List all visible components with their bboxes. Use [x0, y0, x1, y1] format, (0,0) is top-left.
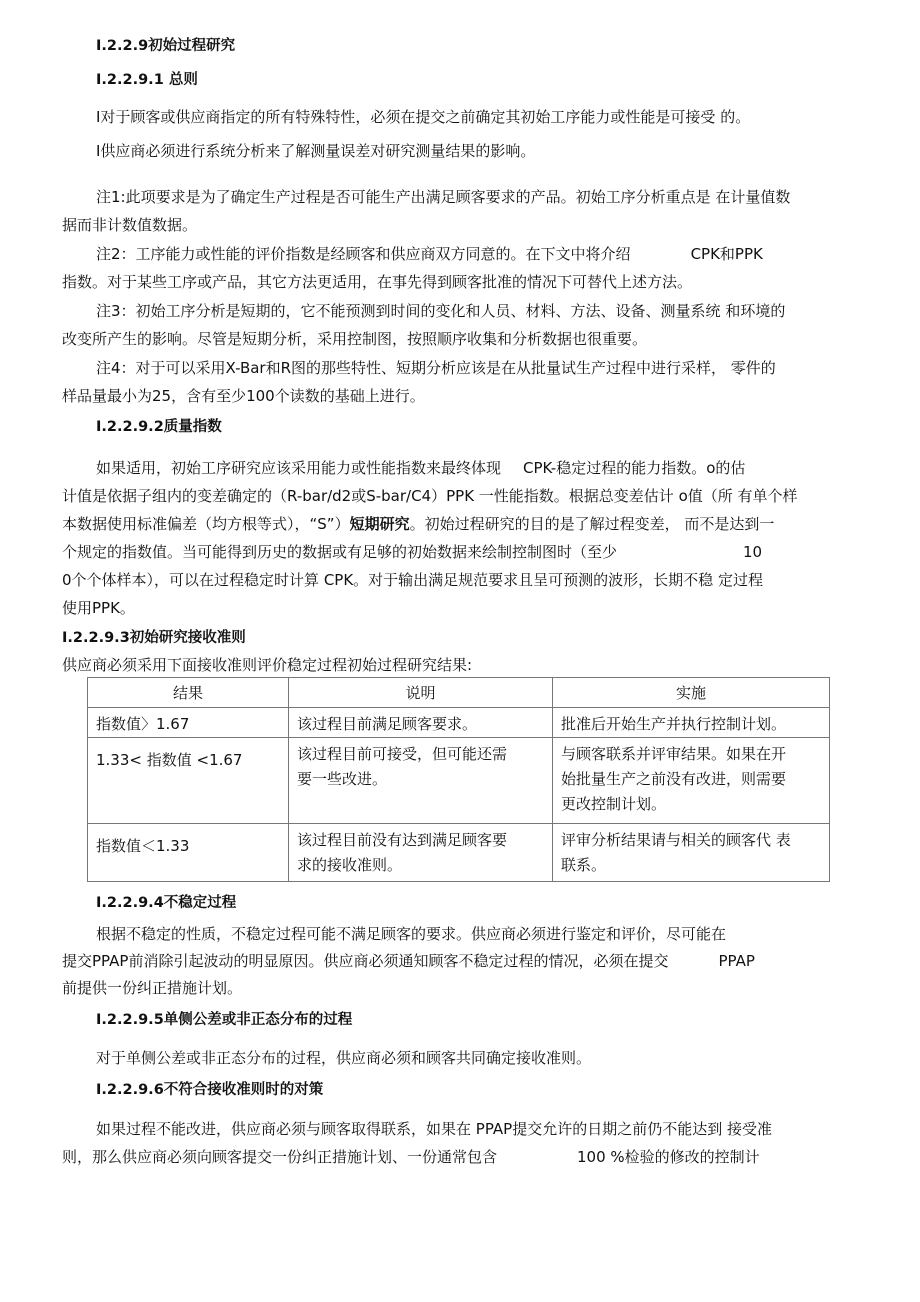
- header-description: 说明: [289, 678, 553, 708]
- description-line: 该过程目前没有达到满足顾客要: [297, 831, 508, 849]
- cell-result: [88, 824, 289, 882]
- quality-index-text-d: 。初始过程研究的目的是了解过程变差， 而不是达到一: [409, 515, 775, 533]
- result-text: 指数值＜1.33: [96, 837, 190, 855]
- nonconformance-text-b: 100 %检验的修改的控制计: [577, 1148, 760, 1166]
- note-4-line-2: 样品量最小为25，含有至少100个读数的基础上进行。: [62, 387, 425, 405]
- unstable-process-line-1: 根据不稳定的性质，不稳定过程可能不满足顾客的要求。供应商必须进行鉴定和评价，尽可能在: [96, 925, 727, 943]
- paragraph-measurement-error: I供应商必须进行系统分析来了解测量误差对研究测量结果的影响。: [96, 142, 536, 160]
- table-header-row: [88, 678, 830, 708]
- quality-index-text-b: CPK-稳定过程的能力指数。o的估: [523, 459, 746, 477]
- nonconformance-line-2: [62, 1147, 760, 1167]
- cell-description: [289, 738, 553, 824]
- result-text: 指数值〉1.67: [96, 715, 190, 733]
- unstable-process-text-a: 提交PPAP前消除引起波动的明显原因。供应商必须通知顾客不稳定过程的情况，必须在提交: [62, 952, 669, 970]
- note-2-indices: CPK和PPK: [690, 245, 763, 263]
- description-line: 要一些改进。: [297, 770, 388, 788]
- table-row: [88, 708, 830, 738]
- action-line: 与顾客联系并评审结果。如果在开: [561, 745, 787, 763]
- cell-result: [88, 708, 289, 738]
- acceptance-criteria-intro: 供应商必须采用下面接收准则评价稳定过程初始过程研究结果:: [62, 656, 473, 674]
- description-line: 该过程目前可接受，但可能还需: [297, 745, 508, 763]
- unstable-process-line-2: [62, 951, 755, 971]
- quality-index-line-3: [62, 514, 774, 534]
- quality-index-line-1: [96, 458, 745, 478]
- cell-result: [88, 738, 289, 824]
- quality-index-line-5: 0个个体样本），可以在过程稳定时计算 CPK。对于输出满足规范要求且呈可预测的波形，长期不稳 定过程: [62, 571, 763, 589]
- section-title-one-sided-tolerance: I.2.2.9.5单侧公差或非正态分布的过程: [96, 1012, 353, 1028]
- note-2-text: 注2：工序能力或性能的评价指数是经顾客和供应商双方同意的。在下文中将介绍: [96, 245, 631, 263]
- quality-index-line-6: 使用PPK。: [62, 599, 135, 617]
- quality-index-text-c: 本数据使用标准偏差（均方根等式），“S”）: [62, 515, 350, 533]
- table-row: [88, 738, 830, 824]
- unstable-process-line-3: 前提供一份纠正措施计划。: [62, 979, 243, 997]
- result-text: 1.33< 指数值 <1.67: [96, 751, 243, 769]
- unstable-process-text-b: PPAP: [718, 952, 755, 970]
- acceptance-criteria-table: [87, 677, 830, 882]
- quality-index-text-a: 如果适用，初始工序研究应该采用能力或性能指数来最终体现: [96, 459, 502, 477]
- note-3-line-1: 注3：初始工序分析是短期的，它不能预测到时间的变化和人员、材料、方法、设备、测量系统 和环境的: [96, 302, 786, 320]
- cell-description: [289, 824, 553, 882]
- nonconformance-text-a: 则，那么供应商必须向顾客提交一份纠正措施计划、一份通常包含: [62, 1148, 498, 1166]
- section-title-nonconformance-action: I.2.2.9.6不符合接收准则时的对策: [96, 1082, 324, 1098]
- quality-index-line-4: [62, 542, 762, 562]
- table-row: [88, 824, 830, 882]
- cell-action: [553, 824, 830, 882]
- nonconformance-line-1: 如果过程不能改进，供应商必须与顾客取得联系，如果在 PPAP提交允许的日期之前仍不能达到 接受准: [96, 1120, 772, 1138]
- action-line: 联系。: [561, 856, 607, 874]
- header-action: 实施: [553, 678, 830, 708]
- section-title-quality-index: I.2.2.9.2质量指数: [96, 419, 222, 435]
- quality-index-text-e: 个规定的指数值。当可能得到历史的数据或有足够的初始数据来绘制控制图时（至少: [62, 543, 618, 561]
- description-line: 该过程目前满足顾客要求。: [297, 715, 478, 733]
- note-2-line-2: 指数。对于某些工序或产品，其它方法更适用，在事先得到顾客批准的情况下可替代上述方法。: [62, 273, 693, 291]
- description-line: 求的接收准则。: [297, 856, 403, 874]
- note-1-line-1: 注1:此项要求是为了确定生产过程是否可能生产出满足顾客要求的产品。初始工序分析重点是 在计量值数: [96, 188, 791, 206]
- short-term-study-emphasis: 短期研究: [349, 515, 410, 533]
- note-2-line-1: [96, 244, 763, 264]
- quality-index-line-2: 计值是依据子组内的变差确定的（R-bar/d2或S-bar/C4）PPK 一性能指数。根据总变差估计 o值（所 有单个样: [62, 487, 798, 505]
- cell-action: [553, 738, 830, 824]
- note-3-line-2: 改变所产生的影响。尽管是短期分析，采用控制图，按照顺序收集和分析数据也很重要。: [62, 330, 648, 348]
- section-title-acceptance-criteria: I.2.2.9.3初始研究接收准则: [62, 630, 246, 646]
- paragraph-special-characteristics: I对于顾客或供应商指定的所有特殊特性，必须在提交之前确定其初始工序能力或性能是可接受 的。: [96, 108, 751, 126]
- cell-description: [289, 708, 553, 738]
- quality-index-text-f: 10: [743, 543, 763, 561]
- action-line: 评审分析结果请与相关的顾客代 表: [561, 831, 791, 849]
- action-line: 始批量生产之前没有改进，则需要: [561, 770, 787, 788]
- section-title-initial-process-study: I.2.2.9初始过程研究: [96, 38, 236, 54]
- action-line: 批准后开始生产并执行控制计划。: [561, 715, 787, 733]
- cell-action: [553, 708, 830, 738]
- header-result: 结果: [88, 678, 289, 708]
- one-sided-tolerance-text: 对于单侧公差或非正态分布的过程，供应商必须和顾客共同确定接收准则。: [96, 1049, 592, 1067]
- note-1-line-2: 据而非计数值数据。: [62, 216, 198, 234]
- action-line: 更改控制计划。: [561, 795, 667, 813]
- note-4-line-1: 注4：对于可以采用X-Bar和R图的那些特性、短期分析应该是在从批量试生产过程中进行采样， 零件的: [96, 359, 776, 377]
- section-title-general: I.2.2.9.1 总则: [96, 72, 198, 88]
- section-title-unstable-process: I.2.2.9.4不稳定过程: [96, 895, 237, 911]
